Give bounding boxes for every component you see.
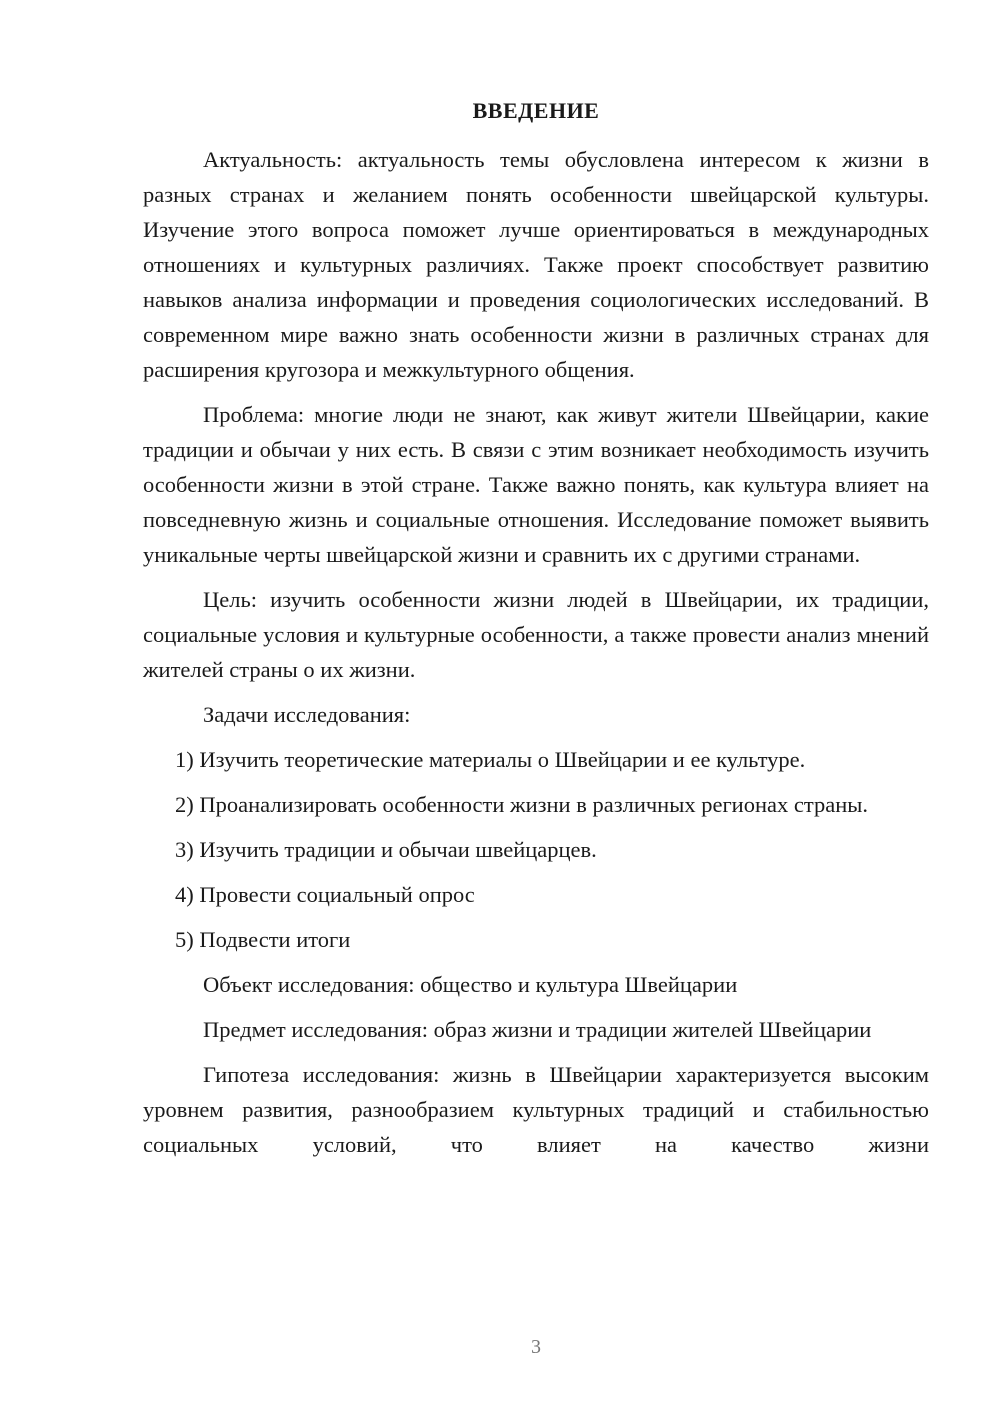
paragraph-tasks-heading: Задачи исследования: bbox=[203, 702, 411, 727]
list-item-task-4: 4) Провести социальный опрос bbox=[175, 882, 475, 907]
paragraph-problem: Проблема: многие люди не знают, как живут жители Швейцарии, какие традиции и обычаи у них есть. В связи с этим возникает необходимость изучить особенности жизни в этой стране. Также важно понять, как культура влияет на повседневную жизнь и социальные отношения. Исследование поможет выявить уникальные черты швейцарской жизни и сравнить их с другими странами. bbox=[143, 402, 929, 567]
paragraph-object: Объект исследования: общество и культура Швейцарии bbox=[203, 972, 738, 997]
list-item-task-1: 1) Изучить теоретические материалы о Швейцарии и ее культуре. bbox=[175, 747, 806, 772]
paragraph-relevance: Актуальность: актуальность темы обусловлена интересом к жизни в разных странах и желанием понять особенности швейцарской культуры. Изучение этого вопроса поможет лучше ориентироваться в международных отношениях и культурных различиях. Также проект способствует развитию навыков анализа информации и проведения социологических исследований. В современном мире важно знать особенности жизни в различных странах для расширения кругозора и межкультурного общения. bbox=[143, 147, 929, 382]
paragraph-hypothesis: Гипотеза исследования: жизнь в Швейцарии характеризуется высоким уровнем развития, разнообразием культурных традиций и стабильностью социальных условий, что влияет на качество жизни bbox=[143, 1062, 929, 1157]
list-item-task-3: 3) Изучить традиции и обычаи швейцарцев. bbox=[175, 837, 597, 862]
page-number: 3 bbox=[531, 1336, 541, 1358]
paragraph-subject: Предмет исследования: образ жизни и традиции жителей Швейцарии bbox=[203, 1017, 872, 1042]
document-body bbox=[143, 142, 929, 1162]
list-item-task-5: 5) Подвести итоги bbox=[175, 927, 351, 952]
paragraph-goal: Цель: изучить особенности жизни людей в Швейцарии, их традиции, социальные условия и культурные особенности, а также провести анализ мнений жителей страны о их жизни. bbox=[143, 587, 929, 682]
list-item-task-2: 2) Проанализировать особенности жизни в различных регионах страны. bbox=[175, 792, 868, 817]
section-heading: ВВЕДЕНИЕ bbox=[472, 98, 600, 123]
